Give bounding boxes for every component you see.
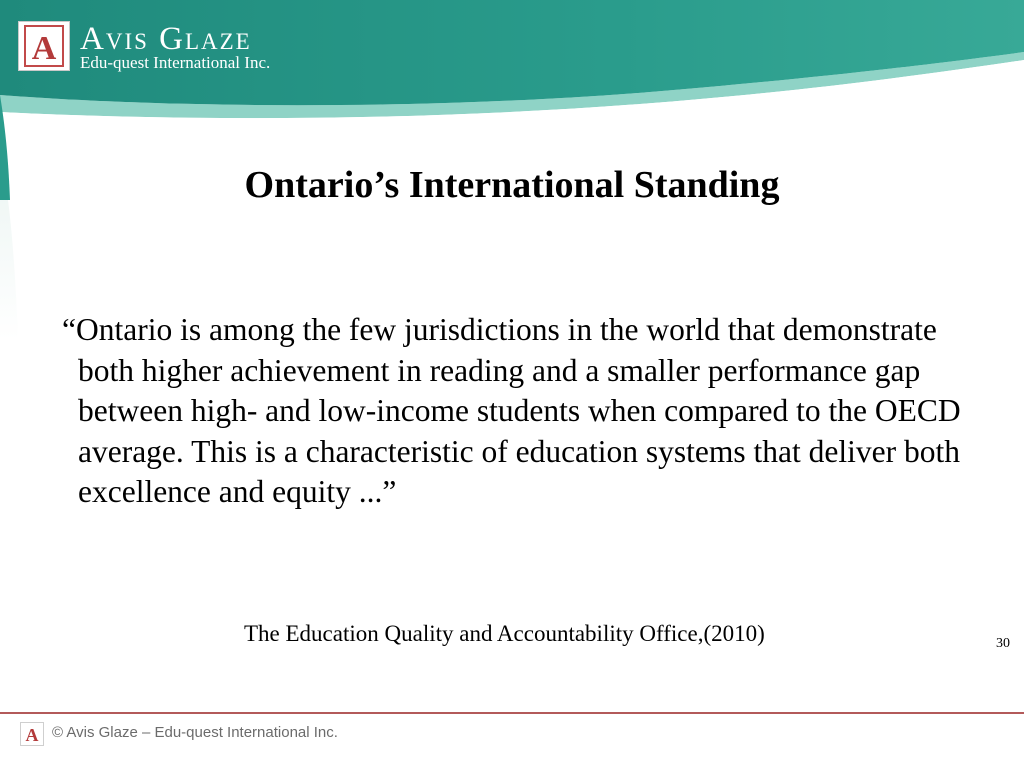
avis-glaze-logo-icon [18, 21, 70, 71]
quote-text: “Ontario is among the few jurisdictions in the world that demonstrate both higher achievement in reading and a smaller performance gap between high- and low-income students when compared to the OECD average. This is a characteristic of education systems that deliver both excellence and equity ...” [62, 312, 961, 509]
quote-block [62, 310, 992, 513]
brand-subtitle: Edu-quest International Inc. [80, 53, 271, 72]
slide-title: Ontario’s International Standing [244, 164, 780, 206]
brand-name: Avis Glaze [80, 21, 252, 57]
citation: The Education Quality and Accountability Office,(2010) [244, 621, 765, 646]
footer-copyright: © Avis Glaze – Edu-quest International Inc. [52, 724, 338, 741]
footer-logo-icon [20, 722, 44, 746]
slide-number: 30 [996, 636, 1010, 651]
svg-text:A: A [25, 725, 39, 745]
svg-text:A: A [31, 30, 57, 67]
footer-divider [0, 712, 1024, 714]
